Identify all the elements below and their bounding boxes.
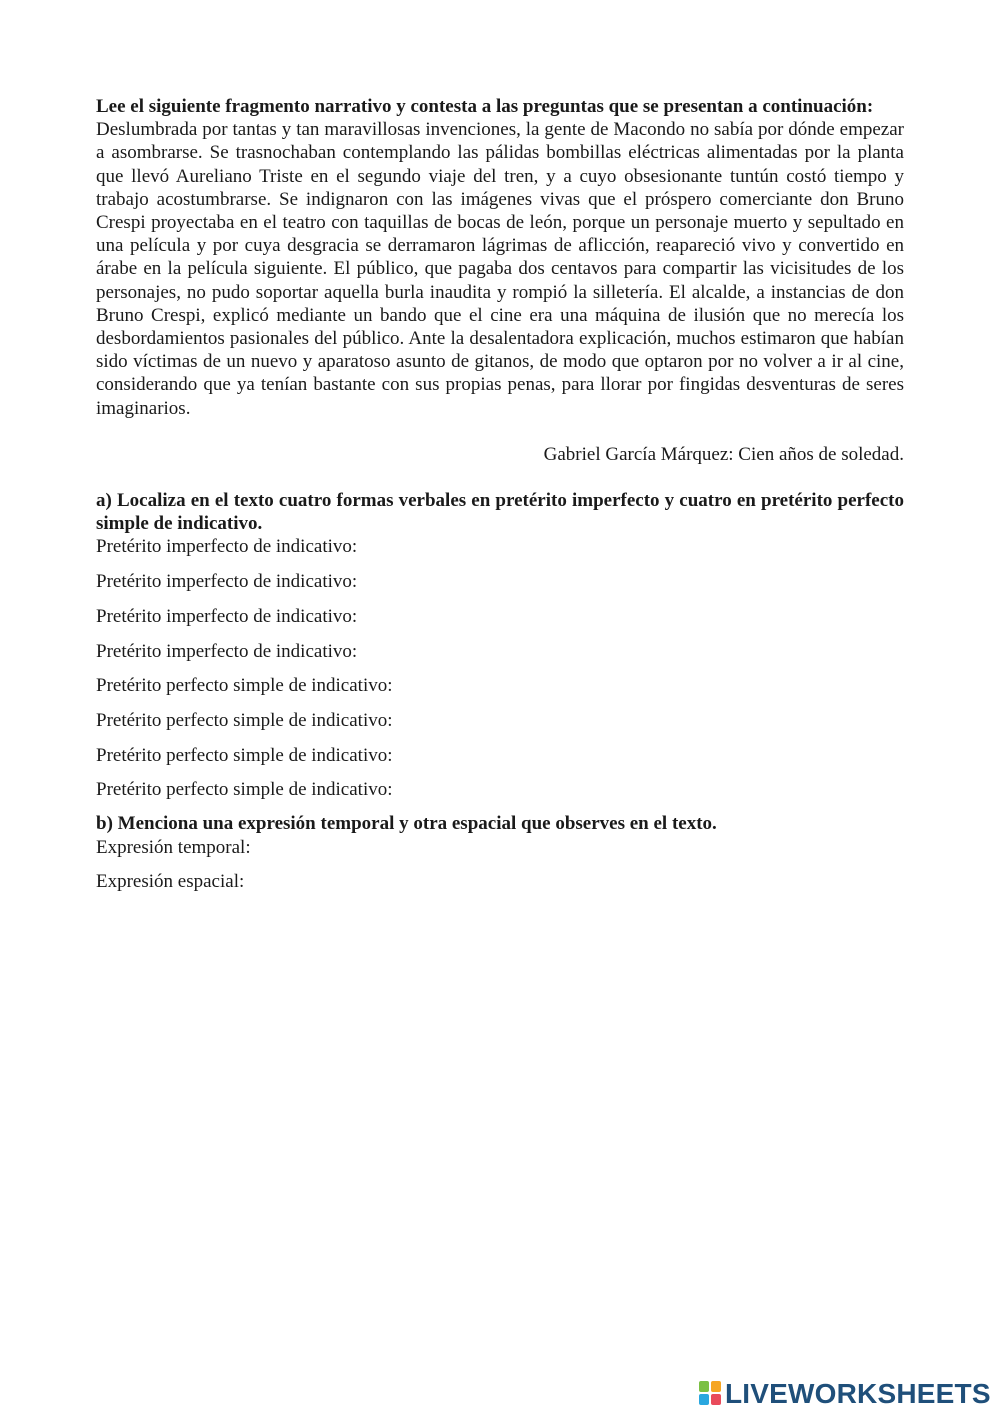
brand-text: LIVEWORKSHEETS (725, 1378, 991, 1409)
answer-line-temporal[interactable]: Expresión temporal: (96, 836, 251, 858)
question-a-title: a) Localiza en el texto cuatro formas verbales en pretérito imperfecto y cuatro en pretérito perfecto simple de indicativo. (96, 490, 904, 535)
answer-line-perfecto-1[interactable]: Pretérito perfecto simple de indicativo: (96, 675, 393, 697)
question-b-title: b) Menciona una expresión temporal y otra espacial que observes en el texto. (96, 813, 717, 835)
answer-line-imperfecto-3[interactable]: Pretérito imperfecto de indicativo: (96, 605, 358, 627)
answer-line-perfecto-3[interactable]: Pretérito perfecto simple de indicativo: (96, 744, 393, 766)
passage-attribution: Gabriel García Márquez: Cien años de soledad. (543, 443, 904, 465)
liveworksheets-logo-icon (699, 1381, 723, 1407)
answer-line-espacial[interactable]: Expresión espacial: (96, 871, 245, 893)
liveworksheets-brand[interactable] (699, 1379, 991, 1409)
question-b-answers (96, 836, 904, 894)
narrative-passage: Deslumbrada por tantas y tan maravillosas invenciones, la gente de Macondo no sabía por dónde empezar a asombrarse. Se trasnochaban contemplando las pálidas bombillas eléctricas alimentadas por la planta que llevó Aureliano Triste en el segundo viaje del tren, y a cuyo obsesionante tuntún costó tiempo y trabajo acostumbrarse. Se indignaron con las imágenes vivas que el próspero comerciante don Bruno Crespi proyectaba en el teatro con taquillas de bocas de león, porque un personaje muerto y sepultado en una película y por cuya desgracia se derramaron lágrimas de aflicción, reapareció vivo y convertido en árabe en la película siguiente. El público, que pagaba dos centavos para compartir las vicisitudes de los personajes, no pudo soportar aquella burla inaudita y rompió la silletería. El alcalde, a instancias de don Bruno Crespi, explicó mediante un bando que el cine era una máquina de ilusión que no merecía los desbordamientos pasionales del público. Ante la desalentadora explicación, muchos estimaron que habían sido víctimas de un nuevo y aparatoso asunto de gitanos, de modo que optaron por no volver a ir al cine, considerando que ya tenían bastante con sus propias penas, para llorar por fingidas desventuras de seres imaginarios. (96, 119, 904, 419)
answer-line-imperfecto-1[interactable]: Pretérito imperfecto de indicativo: (96, 536, 358, 558)
answer-line-perfecto-2[interactable]: Pretérito perfecto simple de indicativo: (96, 709, 393, 731)
question-a-answers (96, 535, 904, 801)
answer-line-perfecto-4[interactable]: Pretérito perfecto simple de indicativo: (96, 779, 393, 801)
instruction-heading: Lee el siguiente fragmento narrativo y contesta a las preguntas que se presentan a continuación: (96, 96, 874, 117)
worksheet-page (96, 95, 904, 905)
answer-line-imperfecto-4[interactable]: Pretérito imperfecto de indicativo: (96, 640, 358, 662)
answer-line-imperfecto-2[interactable]: Pretérito imperfecto de indicativo: (96, 571, 358, 593)
